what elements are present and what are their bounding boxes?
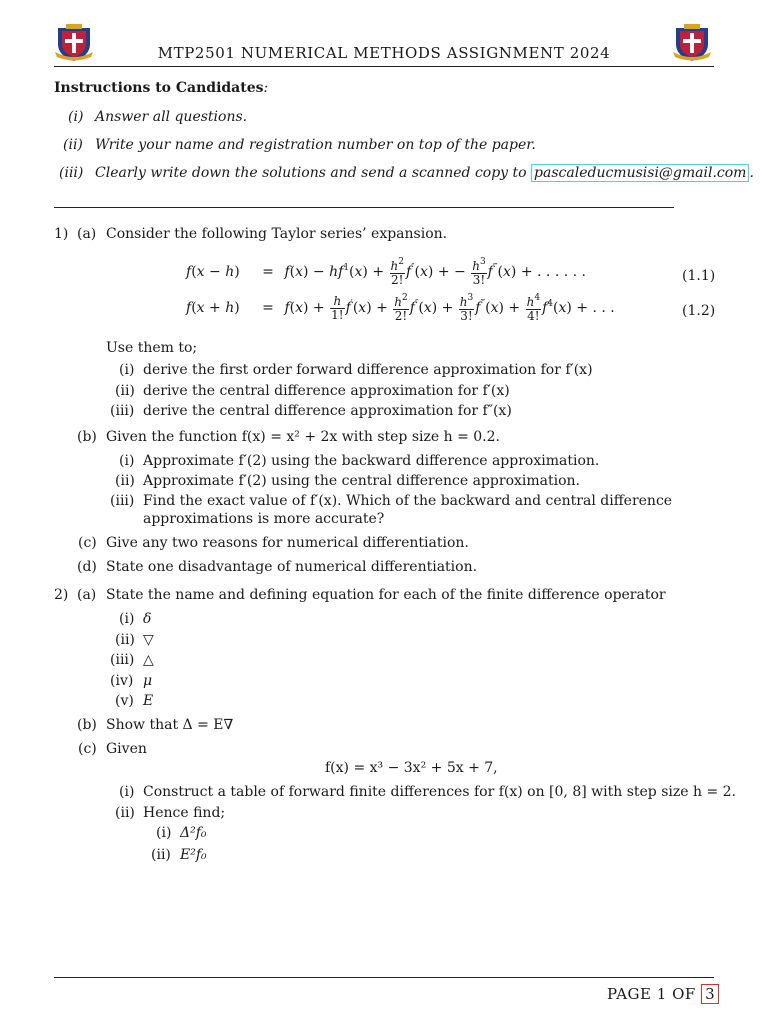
nested-item-text: E²f₀ [180,847,207,863]
part-label: (c) [78,535,97,551]
part-label: (b) [77,429,97,445]
subitem-text: Construct a table of forward finite differences for f(x) on [0, 8] with step size h = 2. [143,784,736,800]
operator-symbol: E [143,693,154,709]
header-title: MTP2501 NUMERICAL METHODS ASSIGNMENT 2024 [157,44,611,62]
instructions-heading: Instructions to Candidates: [54,80,269,96]
nested-item-text: Δ²f₀ [180,825,207,841]
instruction-item: (i) [68,109,84,125]
operator-symbol: μ [143,673,153,689]
equation-tag: (1.2) [682,303,716,319]
subitem-num: (ii) [115,805,135,821]
instruction-text: Clearly write down the solutions and send a scanned copy to pascaleducmusisi@gmail.com . [95,165,754,181]
instruction-text: Answer all questions. [95,109,248,125]
subitem-num: (i) [119,784,135,800]
question-number: 2) [54,587,69,603]
part-text: Given the function f(x) = x² + 2x with step size h = 0.2. [106,429,500,445]
subitem-text-continued: approximations is more accurate? [143,511,385,527]
email-link[interactable]: pascaleducmusisi@gmail.com [531,164,749,182]
part-label: (d) [77,559,97,575]
display-equation: f(x) = x³ − 3x² + 5x + 7, [325,760,498,776]
subitem-num: (i) [119,611,135,627]
footer-rule [54,977,714,978]
subitem-num: (v) [115,693,134,709]
subitem-num: (iii) [110,652,135,668]
section-divider [54,207,674,208]
subitem-num: (ii) [115,383,135,399]
subitem-num: (iii) [110,403,135,419]
part-text: State the name and defining equation for each of the finite difference operator [106,587,666,603]
part-label: (b) [77,717,97,733]
part-text: Show that Δ = E∇ [106,717,234,733]
subitem-text: Approximate f′(2) using the central difference approximation. [143,473,581,489]
part-text: Given [106,741,147,757]
taylor-equation-1: $f(x - h) = f(x) - hf^1(x)$ + $\frac{h^2}{2!}$ f″(x) + − $\frac{h^3}{3!}$ f‴(x) + . . . . . . [186,257,586,287]
subitem-text: Approximate f′(2) using the backward difference approximation. [143,453,600,469]
instruction-item: (iii) [59,165,84,181]
part-label: (a) [77,587,97,603]
subitem-num: (iii) [110,493,135,509]
equation-tag: (1.1) [682,268,716,284]
subitem-text: Hence find; [143,805,226,821]
subitem-num: (i) [119,362,135,378]
use-text: Use them to; [106,340,198,356]
subitem-num: (iv) [110,673,134,689]
subitem-text: Find the exact value of f′(x). Which of the backward and central difference [143,493,673,509]
nested-item-num: (i) [156,825,172,841]
page-footer: PAGE 1 OF 3 [607,985,719,1003]
subitem-text: derive the first order forward difference approximation for f′(x) [143,362,593,378]
part-text: Consider the following Taylor series’ expansion. [106,226,448,242]
instruction-item: (ii) [63,137,83,153]
subitem-num: (ii) [115,473,135,489]
header-rule [54,66,714,67]
operator-symbol: △ [143,652,154,668]
part-text: State one disadvantage of numerical differentiation. [106,559,478,575]
instruction-text: Write your name and registration number on top of the paper. [95,137,536,153]
nested-item-num: (ii) [151,847,171,863]
part-label: (a) [77,226,97,242]
operator-symbol: ▽ [143,632,154,648]
total-pages-link[interactable]: 3 [701,984,719,1004]
subitem-num: (ii) [115,632,135,648]
subitem-text: derive the central difference approximation for f′(x) [143,383,510,399]
taylor-equation-2: f(x + h) = f(x) + $\frac{h}{1!}$ f′(x) + $\frac{h^2}{2!}$ f″(x) + $\frac{h^3}{3!}$ f‴(x) + $\frac{h^4}{4!}$ $f^4(x)$ + . . . [186,293,615,323]
subitem-text: derive the central difference approximation for f″(x) [143,403,512,419]
part-label: (c) [78,741,97,757]
operator-symbol: δ [143,611,152,627]
subitem-num: (i) [119,453,135,469]
question-number: 1) [54,226,69,242]
part-text: Give any two reasons for numerical differentiation. [106,535,469,551]
